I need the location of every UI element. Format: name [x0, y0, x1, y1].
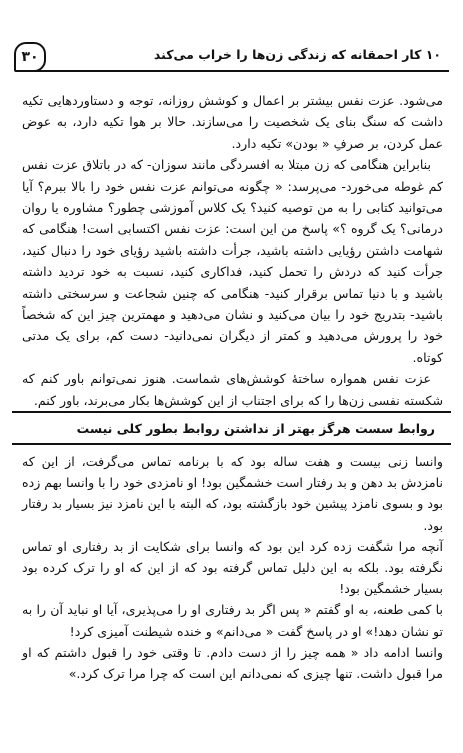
paragraph: وانسا زنی بیست و هفت ساله بود که با برنامه تماس می‌گرفت، از این که نامزدش بد دهن و بد رفتار است خشمگین بود! او نامزدی خود را با وانسا بهم زده بود و بسوی نامزد پیشین خود بازگشته بود، که البته با این نامزد نیز بسیار بد رفتار بود. — [22, 454, 443, 533]
section-heading — [12, 411, 451, 445]
body-text-section-1 — [22, 90, 443, 411]
paragraph: عزت نفس همواره ساختهٔ کوشش‌های شماست. هنوز نمی‌توانم باور کنم که شکسته نفسی زن‌ها را که برای اجتناب از این کوشش‌ها بکار می‌برند، باور کنم. — [22, 371, 443, 408]
running-header — [18, 40, 449, 72]
running-header-title: ۱۰ کار احمقانه که زندگی زن‌ها را خراب می‌کند — [153, 47, 441, 62]
section-heading-text: روابط سست هرگز بهتر از نداشتن روابط بطور کلی نیست — [76, 420, 435, 436]
paragraph: می‌شود. عزت نفس بیشتر بر اعمال و کوشش روزانه، توجه و دستاوردهایی تکیه داشت که سنگ بنای یک شخصیت را می‌سازند. حالا بر هوا تکیه دارد، به عوض عمل کردن، بر صرفِ « بودن» تکیه دارد. — [22, 93, 443, 151]
paragraph: وانسا ادامه داد « همه چیز را از دست دادم. تا وقتی خود را قبول داشتم که او مرا قبول داشت. تنها چیزی که نمی‌دانم این است که چرا مرا ترک کرد.» — [22, 644, 443, 682]
page-number-badge: ۳۰ — [14, 42, 46, 72]
body-text-section-2 — [22, 451, 443, 684]
paragraph: آنچه مرا شگفت زده کرد این بود که وانسا برای شکایت از بد رفتاری او تماس نگرفته بود. بلکه به این دلیل تماس گرفته بود که از این که او را ترک کرده بود بسیار خشمگین بود! — [22, 538, 443, 597]
paragraph: بنابراین هنگامی که زن مبتلا به افسردگی مانند سوزان- که در باتلاق عزت نفس کم غوطه می‌خورد- می‌پرسد: « چگونه می‌توانم عزت نفس خود را بالا ببرم؟ آیا می‌توانید کتابی را به من توصیه کنید؟ یک کلاس آموزشی چطور؟ مشاوره یا روان درمانی؟ یک گروه ؟» پاسخ من این است: عزت نفس اکتسابی است! هنگامی که شهامت داشتن رؤیایی داشته باشید، جرأت داشته باشید رؤیای خود را دنبال کنید، جرأت کنید که دردش را تحمل کنید، فداکاری کنید، نسبت به خود تردید داشته باشید و با دنیا تماس برقرار کنید- هنگامی که چنین شجاعت و سرسختی داشته باشید- بتدریج خود را بیان می‌کنید و نشان می‌دهید و مهمترین چیز این که شخصاً خود را پرورش می‌دهید و کمتر از دیگران نمی‌دانید- دست کم، برای یک مدتی کوتاه. — [22, 157, 443, 365]
paragraph: با کمی طعنه، به او گفتم « پس اگر بد رفتاری او را می‌پذیری، آیا او نباید آن را به تو نشان دهد!» او در پاسخ گفت « می‌دانم» و خنده شیطنت آمیزی کرد! — [22, 602, 443, 639]
